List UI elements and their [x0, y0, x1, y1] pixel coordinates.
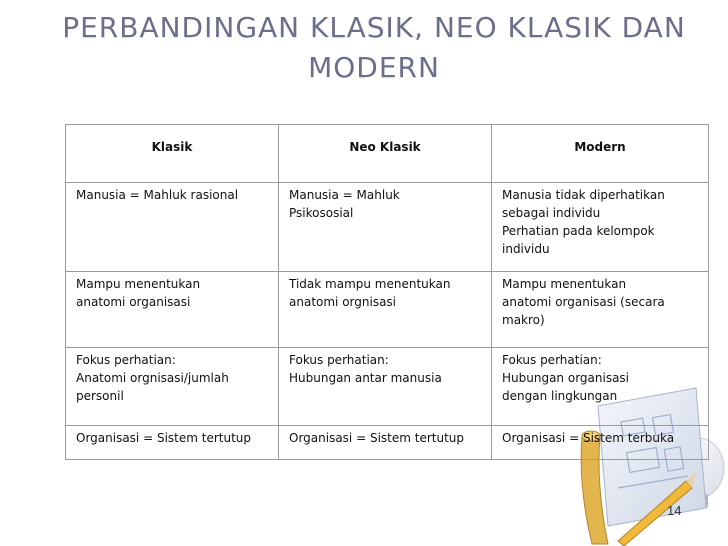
cell-line: personil [76, 389, 124, 403]
table-cell [492, 348, 709, 426]
cell-line: Fokus perhatian: [289, 353, 389, 367]
table-cell [279, 183, 492, 272]
comparison-table [65, 124, 709, 460]
table-cell [492, 183, 709, 272]
table-cell [66, 183, 279, 272]
table-cell [492, 426, 709, 460]
cell-line: Manusia tidak diperhatikan [502, 188, 665, 202]
cell-line: Organisasi = Sistem tertutup [76, 431, 252, 445]
cell-line: Tidak mampu menentukan [289, 277, 451, 291]
table-cell [279, 348, 492, 426]
cell-line: anatomi orgnisasi [289, 295, 397, 309]
cell-line: anatomi organisasi (secara [502, 295, 665, 309]
cell-line: Organisasi = Sistem terbuka [502, 431, 675, 445]
cell-line: Manusia = Mahluk [289, 188, 400, 202]
cell-line: Anatomi orgnisasi/jumlah [76, 371, 229, 385]
table-row [66, 272, 709, 348]
table-cell [492, 272, 709, 348]
cell-line: anatomi organisasi [76, 295, 191, 309]
table-row [66, 183, 709, 272]
cell-line: makro) [502, 313, 545, 327]
cell-line: Mampu menentukan [76, 277, 201, 291]
table-cell [66, 348, 279, 426]
table-cell [66, 272, 279, 348]
header-modern: Modern [492, 125, 709, 183]
header-neo-klasik: Neo Klasik [279, 125, 492, 183]
cell-line: Psikososial [289, 206, 354, 220]
cell-line: Manusia = Mahluk rasional [76, 188, 239, 202]
table-row [66, 426, 709, 460]
cell-line: Hubungan antar manusia [289, 371, 442, 385]
slide-title-line-1: PERBANDINGAN KLASIK, NEO KLASIK DAN [62, 11, 686, 44]
cell-line: individu [502, 242, 550, 256]
table-row [66, 348, 709, 426]
slide-title [40, 8, 708, 88]
table-cell [279, 272, 492, 348]
table-cell [279, 426, 492, 460]
cell-line: Fokus perhatian: [76, 353, 176, 367]
table-cell [66, 426, 279, 460]
table-header-row [66, 125, 709, 183]
cell-line: Fokus perhatian: [502, 353, 602, 367]
header-klasik: Klasik [66, 125, 279, 183]
cell-line: sebagai individu [502, 206, 601, 220]
cell-line: Hubungan organisasi [502, 371, 630, 385]
page-number: 14 [667, 503, 682, 518]
cell-line: dengan lingkungan [502, 389, 618, 403]
cell-line: Mampu menentukan [502, 277, 627, 291]
slide-title-line-2: MODERN [308, 51, 440, 84]
cell-line: Perhatian pada kelompok [502, 224, 655, 238]
cell-line: Organisasi = Sistem tertutup [289, 431, 465, 445]
